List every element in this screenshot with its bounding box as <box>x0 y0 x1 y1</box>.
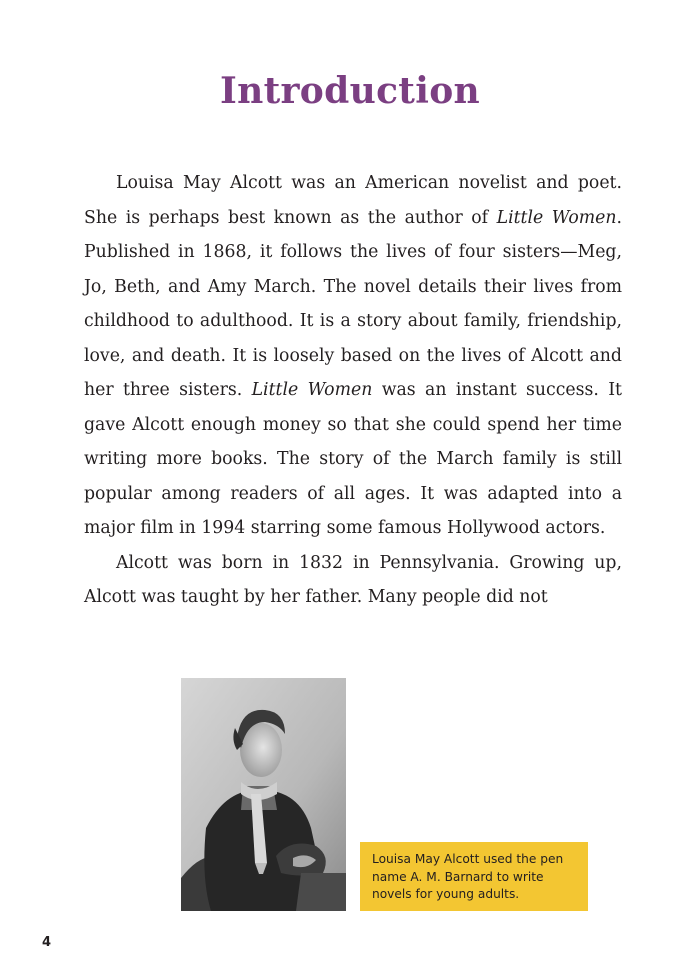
book-title: Little Women <box>251 380 373 400</box>
portrait-photo <box>181 678 346 911</box>
paragraph-1-part-1: Louisa May Alcott was an American novelist and poet. She is perhaps best known as the author of <box>84 173 622 228</box>
paragraph-1-part-3: was an instant success. It gave Alcott enough money so that she could spend her time writing more books. The story of the March family is still popular among readers of all ages. It was adapted into a major film in 1994 starring some famous Hollywood actors. <box>84 380 622 538</box>
page-number: 4 <box>42 935 52 950</box>
paragraph-1-part-2: . Published in 1868, it follows the lives of four sisters—Meg, Jo, Beth, and Amy March. The novel details their lives from childhood to adulthood. It is a story about family, friendship, love, and death. It is loosely based on the lives of Alcott and her three sisters. <box>84 207 622 400</box>
paragraph-2: Alcott was born in 1832 in Pennsylvania. Growing up, Alcott was taught by her father. Many people did not <box>84 552 622 607</box>
body-text <box>84 166 622 615</box>
photo-caption: Louisa May Alcott used the pen name A. M. Barnard to write novels for young adults. <box>360 842 588 911</box>
portrait-photo-icon <box>181 678 346 911</box>
paragraph-1 <box>84 166 622 546</box>
page-title: Introduction <box>220 70 480 112</box>
book-title: Little Women <box>496 207 617 228</box>
